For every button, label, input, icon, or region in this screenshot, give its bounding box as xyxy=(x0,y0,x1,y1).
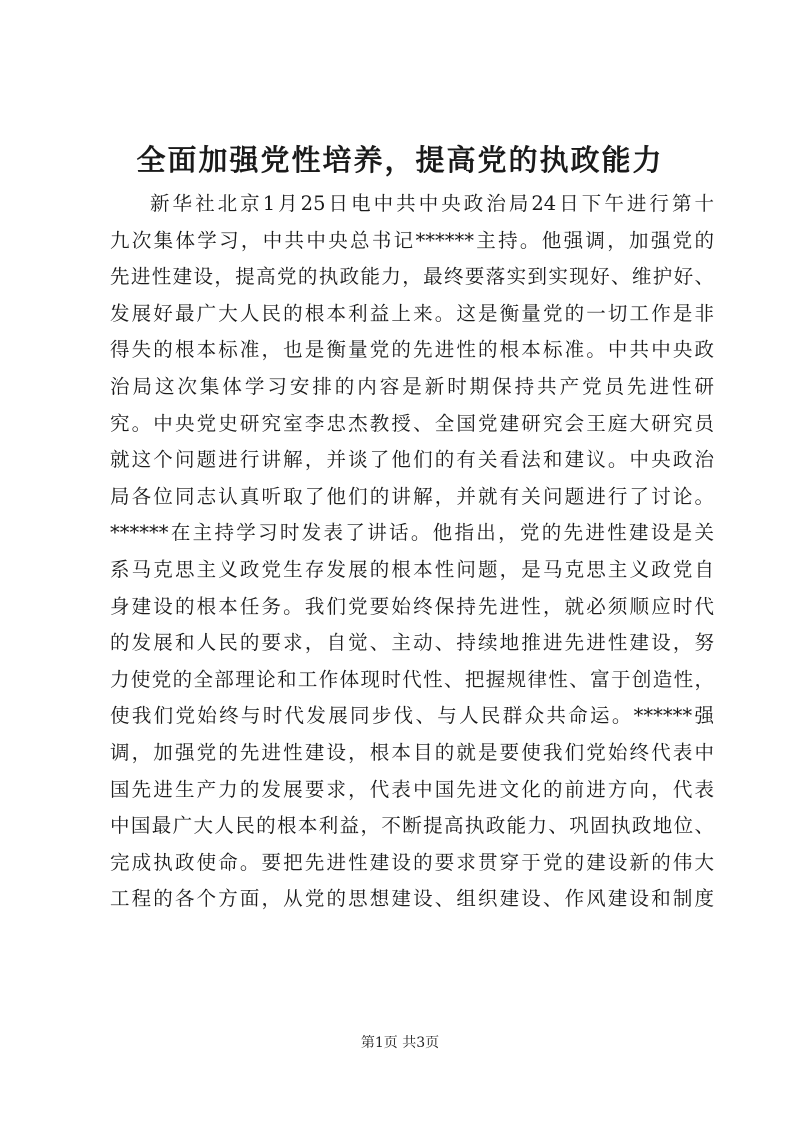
text-line: 局各位同志认真听取了他们的讲解，并就有关问题进行了讨论。 xyxy=(110,484,714,508)
text-line: 就这个问题进行讲解，并谈了他们的有关看法和建议。中央政治 xyxy=(110,448,714,472)
text-line: 先进性建设，提高党的执政能力，最终要落实到实现好、维护好、 xyxy=(110,265,714,289)
text-line: 治局这次集体学习安排的内容是新时期保持共产党员先进性研 xyxy=(110,374,714,398)
text-line: 完成执政使命。要把先进性建设的要求贯穿于党的建设新的伟大 xyxy=(110,850,714,874)
text-line: 使我们党始终与时代发展同步伐、与人民群众共命运。******强 xyxy=(110,704,714,728)
text-line: ******在主持学习时发表了讲话。他指出，党的先进性建设是关 xyxy=(110,521,714,545)
text-line: 发展好最广大人民的根本利益上来。这是衡量党的一切工作是非 xyxy=(110,301,714,325)
text-line: 力使党的全部理论和工作体现时代性、把握规律性、富于创造性， xyxy=(110,667,714,691)
body-paragraph xyxy=(110,186,714,918)
text-line: 得失的根本标准，也是衡量党的先进性的根本标准。中共中央政 xyxy=(110,338,714,362)
text-line: 身建设的根本任务。我们党要始终保持先进性，就必须顺应时代 xyxy=(110,594,714,618)
text-line: 国先进生产力的发展要求，代表中国先进文化的前进方向，代表 xyxy=(110,777,714,801)
text-line: 究。中央党史研究室李忠杰教授、全国党建研究会王庭大研究员 xyxy=(110,411,714,435)
text-line: 的发展和人民的要求，自觉、主动、持续地推进先进性建设，努 xyxy=(110,631,714,655)
text-line: 调，加强党的先进性建设，根本目的就是要使我们党始终代表中 xyxy=(110,740,714,764)
page-number-footer: 第1页 共3页 xyxy=(360,1035,440,1051)
text-line: 新华社北京1月25日电中共中央政治局24日下午进行第十 xyxy=(150,192,714,215)
text-line: 九次集体学习，中共中央总书记******主持。他强调，加强党的 xyxy=(110,228,714,252)
text-line: 工程的各个方面，从党的思想建设、组织建设、作风建设和制度 xyxy=(110,887,714,911)
text-line: 系马克思主义政党生存发展的根本性问题，是马克思主义政党自 xyxy=(110,557,714,581)
text-line: 中国最广大人民的根本利益，不断提高执政能力、巩固执政地位、 xyxy=(110,814,714,838)
document-title: 全面加强党性培养，提高党的执政能力 xyxy=(136,143,664,177)
